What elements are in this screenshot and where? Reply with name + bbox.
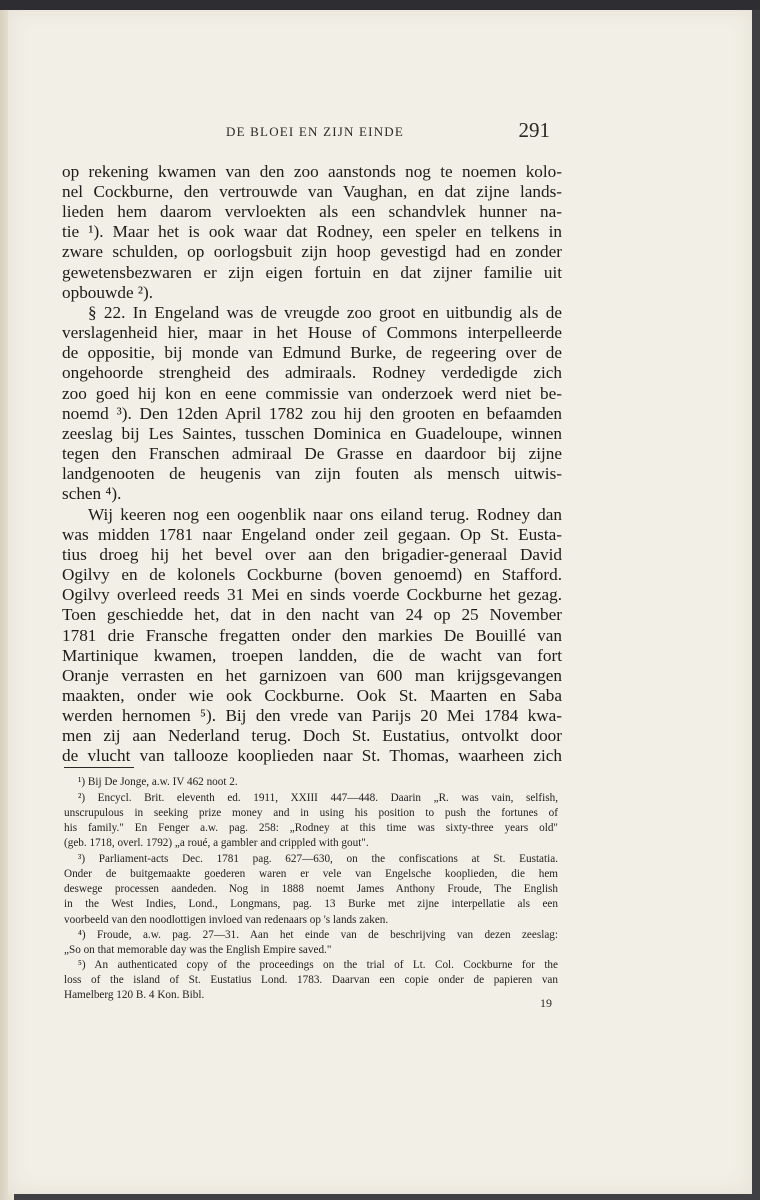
running-title: DE BLOEI EN ZIJN EINDE bbox=[226, 124, 405, 139]
text-line: Ogilvy en de kolonels Cockburne (boven genoemd) en Stafford. bbox=[62, 565, 562, 584]
text-line: zeeslag bij Les Saintes, tusschen Dominica en Guadeloupe, winnen bbox=[62, 424, 562, 443]
text-line: men zij aan Nederland terug. Doch St. Eustatius, ontvolkt door bbox=[62, 726, 562, 745]
page-number: 291 bbox=[518, 118, 550, 142]
text-line: landgenooten de heugenis van zijn fouten als mensch uitwis- bbox=[62, 464, 562, 483]
text-line: verslagenheid hier, maar in het House of Commons interpelleerde bbox=[62, 323, 562, 342]
text-line: Wij keeren nog een oogenblik naar ons eiland terug. Rodney dan bbox=[88, 505, 562, 524]
text-line: noemd ³). Den 12den April 1782 zou hij den grooten en befaamden bbox=[62, 404, 562, 423]
footnote-line: ⁴) Froude, a.w. pag. 27—31. Aan het einde van de beschrijving van dezen zeeslag: bbox=[78, 929, 558, 941]
text-line: ongehoorde strengheid des admiraals. Rodney verdedigde zich bbox=[62, 363, 562, 382]
page-top-shadow bbox=[0, 0, 760, 10]
text-line: de oppositie, bij monde van Edmund Burke, de regeering over de bbox=[62, 343, 562, 362]
text-line: schen ⁴). bbox=[62, 484, 122, 503]
text-line: op rekening kwamen van den zoo aanstonds nog te noemen kolo- bbox=[62, 162, 562, 181]
text-line: 1781 drie Fransche fregatten onder den markies De Bouillé van bbox=[62, 626, 562, 645]
text-line: zware schulden, op oorlogsbuit zijn hoop gevestigd had en zonder bbox=[62, 242, 562, 261]
footnote-line: in the West Indies, Lond., Longmans, pag. 13 Burke met zijne interpellatie als een bbox=[64, 898, 558, 910]
footnote-line: Hamelberg 120 B. 4 Kon. Bibl. bbox=[64, 989, 205, 1001]
footnote-line: loss of the island of St. Eustatius Lond. 1783. Daarvan een copie onder de papieren van bbox=[64, 974, 558, 986]
text-line: Ogilvy overleed reeds 31 Mei en sinds voerde Cockburne het gezag. bbox=[62, 585, 562, 604]
text-line: lieden hem daarom vervloekten als een schandvlek hunner na- bbox=[62, 202, 562, 221]
text-line: zoo goed hij kon en eene commissie van onderzoek werd niet be- bbox=[62, 384, 562, 403]
footnote-line: unscrupulous in seeking prize money and in using his position to push the fortunes of bbox=[64, 807, 558, 819]
footnote-rule bbox=[64, 767, 134, 768]
text-line: was midden 1781 naar Engeland onder zeil gegaan. Op St. Eusta- bbox=[62, 525, 562, 544]
signature-mark: 19 bbox=[540, 996, 552, 1010]
footnote-line: (geb. 1718, overl. 1792) „a roué, a gambler and crippled with gout". bbox=[64, 837, 369, 849]
text-line: opbouwde ²). bbox=[62, 283, 154, 302]
text-line: nel Cockburne, den vertrouwde van Vaughan, en dat zijne lands- bbox=[62, 182, 562, 201]
footnote-line: ³) Parliament-acts Dec. 1781 pag. 627—630, on the confiscations at St. Eustatia. bbox=[78, 853, 558, 865]
text-line: tegen den Franschen admiraal De Grasse en daardoor bij zijne bbox=[62, 444, 562, 463]
text-line: Oranje verrasten en het garnizoen van 600 man krijgsgevangen bbox=[62, 666, 562, 685]
footnote-line: „So on that memorable day was the English Empire saved." bbox=[64, 944, 332, 956]
text-line: Martinique kwamen, troepen landden, die de wacht van fort bbox=[62, 646, 562, 665]
footnote-line: ⁵) An authenticated copy of the proceedings on the trial of Lt. Col. Cockburne for the bbox=[78, 959, 558, 971]
footnote-line: voorbeeld van den noodlottigen invloed van redenaars op 's lands zaken. bbox=[64, 914, 389, 926]
text-line: § 22. In Engeland was de vreugde zoo groot en uitbundig als de bbox=[88, 303, 562, 322]
text-line: tie ¹). Maar het is ook waar dat Rodney, een speler en telkens in bbox=[62, 222, 562, 241]
footnote-line: his family." En Fenger a.w. pag. 258: „Rodney at this time was sixty-three years old" bbox=[64, 822, 558, 834]
text-line: maakten, onder wie ook Cockburne. Ook St. Maarten en Saba bbox=[62, 686, 562, 705]
footnote-line: deswege processen aandeden. Nog in 1888 noemt James Anthony Froude, The English bbox=[64, 883, 558, 895]
footnote-line: ²) Encycl. Brit. eleventh ed. 1911, XXIII 447—448. Daarin „R. was vain, selfish, bbox=[78, 792, 558, 804]
footnote-line: Onder de buitgemaakte goederen waren er vele van Engelsche kooplieden, die hem bbox=[64, 868, 558, 880]
text-line: de vlucht van tallooze kooplieden naar St. Thomas, waarheen zich bbox=[62, 746, 562, 765]
footnote-line: ¹) Bij De Jonge, a.w. IV 462 noot 2. bbox=[78, 776, 238, 788]
text-line: tius droeg hij het bevel over aan den brigadier-generaal David bbox=[62, 545, 562, 564]
text-line: gewetensbezwaren er zijn eigen fortuin en dat zijner familie uit bbox=[62, 263, 562, 282]
text-line: werden hernomen ⁵). Bij den vrede van Parijs 20 Mei 1784 kwa- bbox=[62, 706, 562, 725]
text-line: Toen geschiedde het, dat in den nacht van 24 op 25 November bbox=[62, 605, 562, 624]
